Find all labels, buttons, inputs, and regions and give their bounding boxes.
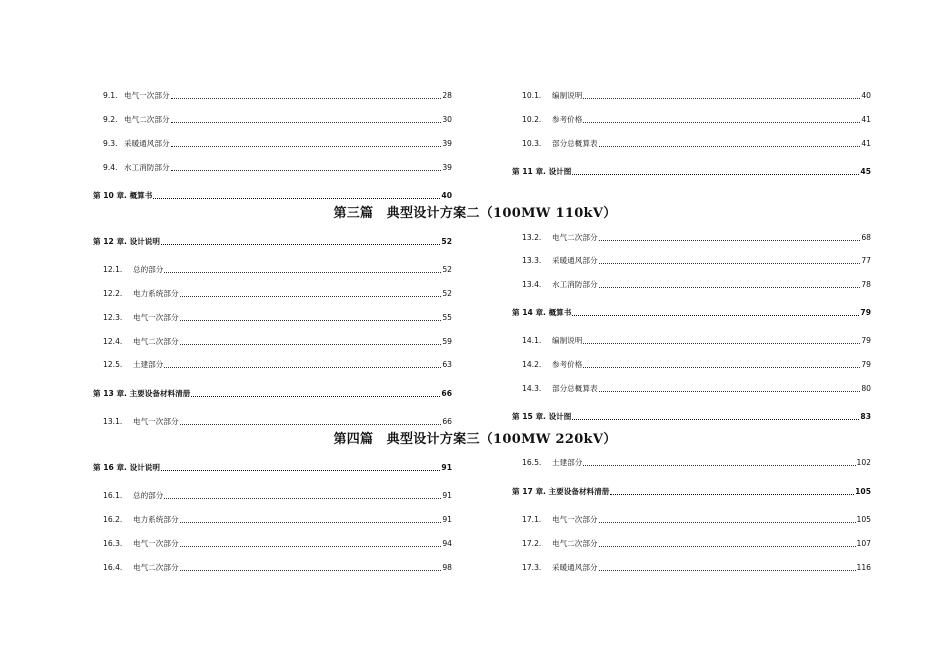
- entry-title: 电气二次部分: [124, 115, 170, 124]
- chapter-page: 83: [860, 412, 871, 421]
- entry-page: 107: [856, 539, 871, 548]
- dot-leader: [180, 570, 442, 571]
- entry-title: 部分总概算表: [552, 139, 598, 148]
- entry-number: 9.4.: [103, 163, 118, 172]
- entry-number: 9.1.: [103, 91, 118, 100]
- dot-leader: [171, 170, 442, 171]
- entry-page: 77: [861, 256, 871, 265]
- dot-leader: [180, 522, 442, 523]
- dot-leader: [180, 296, 442, 297]
- entry-page: 30: [442, 115, 452, 124]
- entry-number: 16.2.: [103, 515, 123, 524]
- entry-page: 98: [442, 563, 452, 572]
- entry-title: 水工消防部分: [552, 280, 598, 289]
- entry-page: 78: [861, 280, 871, 289]
- entry-number: 14.2.: [522, 360, 542, 369]
- toc-chapter[interactable]: [93, 388, 452, 400]
- chapter-title: 第 16 章. 设计说明: [93, 463, 160, 472]
- entry-title: 总的部分: [133, 491, 164, 500]
- entry-title: 参考价格: [552, 360, 583, 369]
- entry-number: 13.3.: [522, 256, 542, 265]
- part-four-heading: 第四篇 典型设计方案三（100MW 220kV）: [333, 432, 617, 447]
- dot-leader: [164, 367, 441, 368]
- toc-entry[interactable]: [522, 255, 871, 267]
- toc-chapter[interactable]: [512, 166, 871, 178]
- entry-number: 16.1.: [103, 491, 123, 500]
- entry-title: 电气二次部分: [133, 563, 179, 572]
- entry-page: 63: [442, 360, 452, 369]
- toc-entry[interactable]: [103, 162, 452, 174]
- entry-page: 40: [861, 91, 871, 100]
- entry-page: 94: [442, 539, 452, 548]
- entry-page: 52: [442, 265, 452, 274]
- chapter-page: 66: [441, 389, 452, 398]
- toc-chapter[interactable]: [512, 486, 871, 498]
- entry-number: 17.3.: [522, 563, 542, 572]
- toc-entry[interactable]: [522, 359, 871, 371]
- chapter-page: 40: [441, 191, 452, 200]
- dot-leader: [180, 320, 442, 321]
- entry-page: 116: [856, 563, 871, 572]
- toc-chapter[interactable]: [512, 411, 871, 423]
- entry-title: 土建部分: [133, 360, 164, 369]
- toc-entry[interactable]: [522, 514, 871, 526]
- entry-number: 14.3.: [522, 384, 542, 393]
- chapter-title: 第 10 章. 概算书: [93, 191, 153, 200]
- entry-title: 电气一次部分: [124, 91, 170, 100]
- entry-number: 12.4.: [103, 337, 123, 346]
- dot-leader: [599, 146, 861, 147]
- dot-leader: [180, 424, 442, 425]
- entry-number: 14.1.: [522, 336, 542, 345]
- toc-entry[interactable]: [103, 114, 452, 126]
- entry-page: 66: [442, 417, 452, 426]
- entry-number: 12.5.: [103, 360, 123, 369]
- chapter-title: 第 15 章. 设计图: [512, 412, 572, 421]
- toc-chapter[interactable]: [512, 307, 871, 319]
- entry-title: 编制说明: [552, 336, 583, 345]
- dot-leader: [164, 498, 441, 499]
- entry-page: 59: [442, 337, 452, 346]
- entry-number: 17.2.: [522, 539, 542, 548]
- entry-title: 参考价格: [552, 115, 583, 124]
- dot-leader: [171, 98, 442, 99]
- entry-title: 电力系统部分: [133, 289, 179, 298]
- entry-page: 79: [861, 336, 871, 345]
- entry-page: 68: [861, 233, 871, 242]
- dot-leader: [599, 391, 861, 392]
- toc-entry[interactable]: [103, 336, 452, 348]
- dot-leader: [161, 244, 440, 245]
- toc-entry[interactable]: [103, 416, 452, 428]
- entry-title: 水工消防部分: [124, 163, 170, 172]
- part-three-heading: 第三篇 典型设计方案二（100MW 110kV）: [333, 206, 617, 221]
- entry-title: 电力系统部分: [133, 515, 179, 524]
- dot-leader: [599, 263, 861, 264]
- entry-title: 电气一次部分: [133, 539, 179, 548]
- entry-number: 10.3.: [522, 139, 542, 148]
- toc-entry[interactable]: [103, 490, 452, 502]
- dot-leader: [583, 122, 860, 123]
- dot-leader: [572, 174, 859, 175]
- toc-entry[interactable]: [103, 514, 452, 526]
- dot-leader: [191, 396, 440, 397]
- entry-number: 16.5.: [522, 458, 542, 467]
- entry-page: 105: [856, 515, 871, 524]
- entry-number: 12.3.: [103, 313, 123, 322]
- entry-page: 39: [442, 163, 452, 172]
- entry-title: 电气二次部分: [552, 233, 598, 242]
- dot-leader: [599, 522, 856, 523]
- dot-leader: [599, 240, 861, 241]
- entry-number: 10.1.: [522, 91, 542, 100]
- toc-entry[interactable]: [522, 457, 871, 469]
- chapter-title: 第 11 章. 设计图: [512, 167, 572, 176]
- toc-entry[interactable]: [522, 335, 871, 347]
- toc-entry[interactable]: [103, 312, 452, 324]
- entry-page: 80: [861, 384, 871, 393]
- toc-entry[interactable]: [522, 114, 871, 126]
- entry-number: 17.1.: [522, 515, 542, 524]
- entry-number: 13.2.: [522, 233, 542, 242]
- entry-page: 55: [442, 313, 452, 322]
- toc-entry[interactable]: [522, 138, 871, 150]
- toc-chapter[interactable]: [93, 190, 452, 202]
- entry-number: 16.4.: [103, 563, 123, 572]
- toc-entry[interactable]: [103, 90, 452, 102]
- toc-entry[interactable]: [522, 90, 871, 102]
- dot-leader: [599, 570, 856, 571]
- chapter-title: 第 14 章. 概算书: [512, 308, 572, 317]
- toc-entry[interactable]: [522, 383, 871, 395]
- dot-leader: [572, 315, 859, 316]
- toc-entry[interactable]: [522, 232, 871, 244]
- entry-number: 10.2.: [522, 115, 542, 124]
- toc-entry[interactable]: [522, 538, 871, 550]
- entry-number: 9.2.: [103, 115, 118, 124]
- entry-page: 91: [442, 491, 452, 500]
- toc-chapter[interactable]: [93, 462, 452, 474]
- chapter-page: 91: [441, 463, 452, 472]
- entry-number: 16.3.: [103, 539, 123, 548]
- chapter-title: 第 12 章. 设计说明: [93, 237, 160, 246]
- entry-title: 编制说明: [552, 91, 583, 100]
- dot-leader: [171, 122, 442, 123]
- entry-page: 41: [861, 139, 871, 148]
- dot-leader: [610, 494, 854, 495]
- dot-leader: [583, 98, 860, 99]
- toc-entry[interactable]: [103, 264, 452, 276]
- dot-leader: [572, 419, 859, 420]
- toc-entry[interactable]: [103, 288, 452, 300]
- entry-title: 采暖通风部分: [552, 563, 598, 572]
- dot-leader: [161, 470, 440, 471]
- dot-leader: [583, 465, 855, 466]
- toc-entry[interactable]: [103, 562, 452, 574]
- toc-chapter[interactable]: [93, 236, 452, 248]
- entry-page: 79: [861, 360, 871, 369]
- entry-title: 总的部分: [133, 265, 164, 274]
- entry-title: 部分总概算表: [552, 384, 598, 393]
- dot-leader: [599, 546, 856, 547]
- dot-leader: [171, 146, 442, 147]
- entry-page: 39: [442, 139, 452, 148]
- entry-number: 12.2.: [103, 289, 123, 298]
- chapter-page: 45: [860, 167, 871, 176]
- entry-number: 13.1.: [103, 417, 123, 426]
- chapter-title: 第 17 章. 主要设备材料清册: [512, 487, 610, 496]
- chapter-title: 第 13 章. 主要设备材料清册: [93, 389, 191, 398]
- toc-entry[interactable]: [103, 538, 452, 550]
- dot-leader: [599, 287, 861, 288]
- dot-leader: [180, 344, 442, 345]
- entry-title: 电气一次部分: [133, 313, 179, 322]
- toc-entry[interactable]: [522, 279, 871, 291]
- entry-page: 91: [442, 515, 452, 524]
- dot-leader: [153, 198, 440, 199]
- entry-page: 52: [442, 289, 452, 298]
- dot-leader: [180, 546, 442, 547]
- chapter-page: 79: [860, 308, 871, 317]
- toc-entry[interactable]: [103, 138, 452, 150]
- entry-title: 采暖通风部分: [552, 256, 598, 265]
- toc-entry[interactable]: [522, 562, 871, 574]
- chapter-page: 52: [441, 237, 452, 246]
- entry-title: 电气一次部分: [552, 515, 598, 524]
- entry-title: 电气一次部分: [133, 417, 179, 426]
- entry-page: 28: [442, 91, 452, 100]
- entry-number: 12.1.: [103, 265, 123, 274]
- entry-title: 电气二次部分: [552, 539, 598, 548]
- dot-leader: [583, 367, 860, 368]
- entry-number: 9.3.: [103, 139, 118, 148]
- entry-title: 采暖通风部分: [124, 139, 170, 148]
- entry-title: 电气二次部分: [133, 337, 179, 346]
- dot-leader: [583, 343, 860, 344]
- entry-page: 41: [861, 115, 871, 124]
- entry-number: 13.4.: [522, 280, 542, 289]
- dot-leader: [164, 272, 441, 273]
- entry-page: 102: [856, 458, 871, 467]
- chapter-page: 105: [855, 487, 871, 496]
- toc-entry[interactable]: [103, 359, 452, 371]
- entry-title: 土建部分: [552, 458, 583, 467]
